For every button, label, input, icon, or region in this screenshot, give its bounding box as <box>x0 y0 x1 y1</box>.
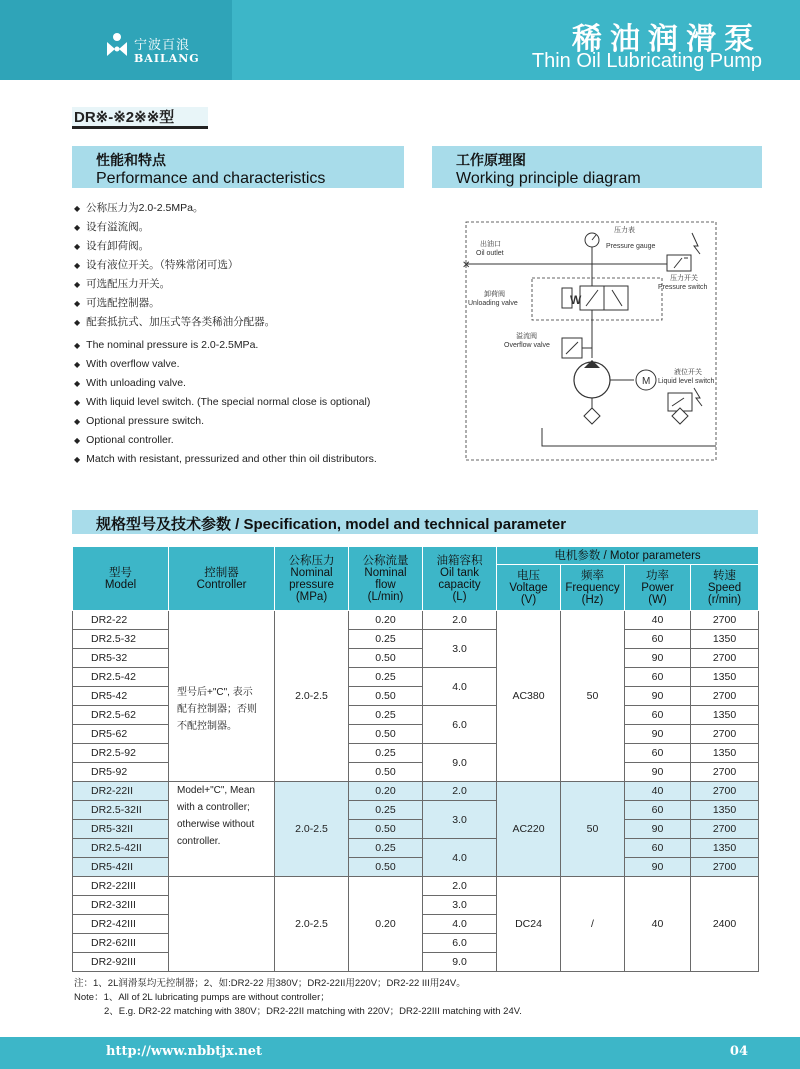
power-cell: 90 <box>625 687 691 706</box>
speed-cell: 1350 <box>691 839 759 858</box>
power-cell: 60 <box>625 668 691 687</box>
model-cell: DR5-42II <box>73 858 169 877</box>
voltage-cell: AC380 <box>497 611 561 782</box>
tank-cell: 2.0 <box>423 611 497 630</box>
principle-title-cn: 工作原理图 <box>456 152 526 168</box>
list-item: ◆ The nominal pressure is 2.0-2.5MPa. <box>74 336 434 355</box>
tank-cell: 3.0 <box>423 896 497 915</box>
power-cell: 60 <box>625 744 691 763</box>
model-cell: DR2-62III <box>73 934 169 953</box>
power-cell: 40 <box>625 877 691 972</box>
list-item: ◆ 公称压力为2.0-2.5MPa。 <box>74 199 434 218</box>
frequency-cell: / <box>561 877 625 972</box>
pswitch-label-en: Pressure switch <box>658 284 708 291</box>
performance-title-en: Performance and characteristics <box>96 170 326 187</box>
power-cell: 40 <box>625 611 691 630</box>
tank-cell: 6.0 <box>423 706 497 744</box>
speed-cell: 2700 <box>691 782 759 801</box>
list-item: ◆ With overflow valve. <box>74 355 434 374</box>
svg-text:W: W <box>570 293 582 307</box>
logo-en-text: BAILANG <box>134 52 200 65</box>
frequency-cell: 50 <box>561 611 625 782</box>
working-principle-diagram <box>462 218 720 462</box>
list-item: ◆ With unloading valve. <box>74 374 434 393</box>
model-cell: DR5-32II <box>73 820 169 839</box>
power-cell: 90 <box>625 858 691 877</box>
model-cell: DR2-22II <box>73 782 169 801</box>
principle-section-header <box>432 146 762 188</box>
level-label-cn: 液位开关 <box>674 369 702 376</box>
speed-cell: 2700 <box>691 725 759 744</box>
flow-header: 公称流量 Nominal flow (L/min) <box>349 547 423 611</box>
page-title-en: Thin Oil Lubricating Pump <box>531 50 762 72</box>
model-cell: DR2-42III <box>73 915 169 934</box>
overflow-label-en: Overflow valve <box>504 342 550 349</box>
note-line-3: 2、E.g. DR2-22 matching with 380V；DR2-22II matching with 220V；DR2-22III matching with 24V. <box>104 1006 522 1017</box>
frequency-header: 频率 Frequency (Hz) <box>561 565 625 611</box>
frequency-cell: 50 <box>561 782 625 877</box>
page-footer <box>0 1037 800 1069</box>
model-title: DR※-※2※※型 <box>74 109 175 126</box>
features-list-en <box>74 336 434 469</box>
overflow-label-cn: 溢流阀 <box>516 333 537 340</box>
flow-cell: 0.50 <box>349 763 423 782</box>
speed-cell: 2700 <box>691 858 759 877</box>
gauge-label-cn: 压力表 <box>614 227 635 234</box>
power-cell: 40 <box>625 782 691 801</box>
list-item: ◆ Optional controller. <box>74 431 434 450</box>
tank-cell: 9.0 <box>423 953 497 972</box>
flow-cell: 0.50 <box>349 858 423 877</box>
list-item: ◆ 设有卸荷阀。 <box>74 237 434 256</box>
tank-cell: 2.0 <box>423 877 497 896</box>
controller-cell-2: Model+"C", Mean with a controller; otherwise without controller. <box>169 782 275 877</box>
pressure-cell: 2.0-2.5 <box>275 782 349 877</box>
speed-header: 转速 Speed (r/min) <box>691 565 759 611</box>
outlet-label-cn: 出油口 <box>480 241 501 248</box>
table-row <box>73 782 759 801</box>
controller-cell-1: 型号后+"C", 表示 配有控制器；否则 不配控制器。 <box>169 611 275 782</box>
bailang-logo-icon <box>104 30 130 60</box>
pressure-header: 公称压力 Nominal pressure (MPa) <box>275 547 349 611</box>
logo-cn-text: 宁波百浪 <box>134 37 191 52</box>
flow-cell: 0.50 <box>349 687 423 706</box>
model-cell: DR5-42 <box>73 687 169 706</box>
list-item: ◆ Match with resistant, pressurized and other thin oil distributors. <box>74 450 434 469</box>
page-number: 04 <box>729 1044 748 1059</box>
model-cell: DR2-32III <box>73 896 169 915</box>
level-label-en: Liquid level switch <box>658 378 715 385</box>
flow-cell: 0.25 <box>349 744 423 763</box>
tank-cell: 6.0 <box>423 934 497 953</box>
model-cell: DR5-62 <box>73 725 169 744</box>
flow-cell: 0.25 <box>349 668 423 687</box>
controller-cell-3 <box>169 877 275 972</box>
flow-cell: 0.25 <box>349 706 423 725</box>
performance-section-header <box>72 146 404 188</box>
speed-cell: 1350 <box>691 801 759 820</box>
model-cell: DR2-92III <box>73 953 169 972</box>
flow-cell: 0.20 <box>349 877 423 972</box>
flow-cell: 0.50 <box>349 820 423 839</box>
power-cell: 90 <box>625 763 691 782</box>
features-list-cn <box>74 199 434 332</box>
speed-cell: 2700 <box>691 763 759 782</box>
flow-cell: 0.25 <box>349 839 423 858</box>
tank-cell: 9.0 <box>423 744 497 782</box>
voltage-header: 电压 Voltage (V) <box>497 565 561 611</box>
unload-label-en: Unloading valve <box>468 300 518 307</box>
website-link[interactable]: http://www.nbbtjx.net <box>106 1044 262 1059</box>
table-row <box>73 877 759 896</box>
note-line-1: 注：1、2L润滑泵均无控制器；2、如:DR2-22 用380V；DR2-22II用220V；DR2-22 III用24V。 <box>74 978 466 989</box>
model-header: 型号 Model <box>73 547 169 611</box>
power-cell: 90 <box>625 725 691 744</box>
flow-cell: 0.20 <box>349 611 423 630</box>
model-cell: DR2.5-42 <box>73 668 169 687</box>
outlet-label-en: Oil outlet <box>476 250 504 257</box>
svg-text:M: M <box>642 376 651 387</box>
tank-cell: 4.0 <box>423 915 497 934</box>
list-item: ◆ 配套抵抗式、加压式等各类稀油分配器。 <box>74 313 434 332</box>
logo-area <box>0 0 232 80</box>
power-cell: 90 <box>625 649 691 668</box>
speed-cell: 2700 <box>691 820 759 839</box>
tank-cell: 4.0 <box>423 668 497 706</box>
list-item: ◆ 设有液位开关。（特殊常闭可选） <box>74 256 434 275</box>
model-cell: DR5-32 <box>73 649 169 668</box>
performance-title-cn: 性能和特点 <box>96 152 166 168</box>
spec-section-header: 规格型号及技术参数 / Specification, model and technical parameter <box>72 510 758 534</box>
model-cell: DR2.5-42II <box>73 839 169 858</box>
power-header: 功率 Power (W) <box>625 565 691 611</box>
pswitch-label-cn: 压力开关 <box>670 275 698 282</box>
power-cell: 60 <box>625 801 691 820</box>
list-item: ◆ 可选配控制器。 <box>74 294 434 313</box>
model-cell: DR5-92 <box>73 763 169 782</box>
flow-cell: 0.25 <box>349 630 423 649</box>
flow-cell: 0.20 <box>349 782 423 801</box>
list-item: ◆ Optional pressure switch. <box>74 412 434 431</box>
principle-title-en: Working principle diagram <box>456 170 641 187</box>
model-cell: DR2-22III <box>73 877 169 896</box>
controller-header: 控制器 Controller <box>169 547 275 611</box>
speed-cell: 2400 <box>691 877 759 972</box>
speed-cell: 1350 <box>691 706 759 725</box>
voltage-cell: AC220 <box>497 782 561 877</box>
power-cell: 60 <box>625 706 691 725</box>
speed-cell: 2700 <box>691 649 759 668</box>
flow-cell: 0.50 <box>349 649 423 668</box>
power-cell: 60 <box>625 839 691 858</box>
tank-cell: 2.0 <box>423 782 497 801</box>
unload-label-cn: 卸荷阀 <box>484 291 505 298</box>
svg-text:✕: ✕ <box>462 260 471 271</box>
tank-header: 油箱容积 Oil tank capacity (L) <box>423 547 497 611</box>
power-cell: 60 <box>625 630 691 649</box>
pressure-cell: 2.0-2.5 <box>275 611 349 782</box>
speed-cell: 1350 <box>691 668 759 687</box>
table-row <box>73 611 759 630</box>
footnotes <box>74 977 522 1019</box>
flow-cell: 0.25 <box>349 801 423 820</box>
tank-cell: 4.0 <box>423 839 497 877</box>
note-line-2: Note：1、All of 2L lubricating pumps are without controller； <box>74 992 330 1003</box>
gauge-label-en: Pressure gauge <box>606 243 656 250</box>
voltage-cell: DC24 <box>497 877 561 972</box>
model-cell: DR2.5-32 <box>73 630 169 649</box>
list-item: ◆ 设有溢流阀。 <box>74 218 434 237</box>
model-cell: DR2.5-32II <box>73 801 169 820</box>
speed-cell: 1350 <box>691 744 759 763</box>
list-item: ◆ With liquid level switch. (The special normal close is optional) <box>74 393 434 412</box>
list-item: ◆ 可选配压力开关。 <box>74 275 434 294</box>
model-cell: DR2-22 <box>73 611 169 630</box>
page-title-cn: 稀油润滑泵 <box>572 23 762 56</box>
model-cell: DR2.5-92 <box>73 744 169 763</box>
tank-cell: 3.0 <box>423 630 497 668</box>
spec-table <box>72 546 759 972</box>
speed-cell: 2700 <box>691 611 759 630</box>
pressure-cell: 2.0-2.5 <box>275 877 349 972</box>
model-cell: DR2.5-62 <box>73 706 169 725</box>
tank-cell: 3.0 <box>423 801 497 839</box>
speed-cell: 2700 <box>691 687 759 706</box>
power-cell: 90 <box>625 820 691 839</box>
motor-header: 电机参数 / Motor parameters <box>497 547 759 565</box>
flow-cell: 0.50 <box>349 725 423 744</box>
speed-cell: 1350 <box>691 630 759 649</box>
page-header <box>0 0 800 80</box>
